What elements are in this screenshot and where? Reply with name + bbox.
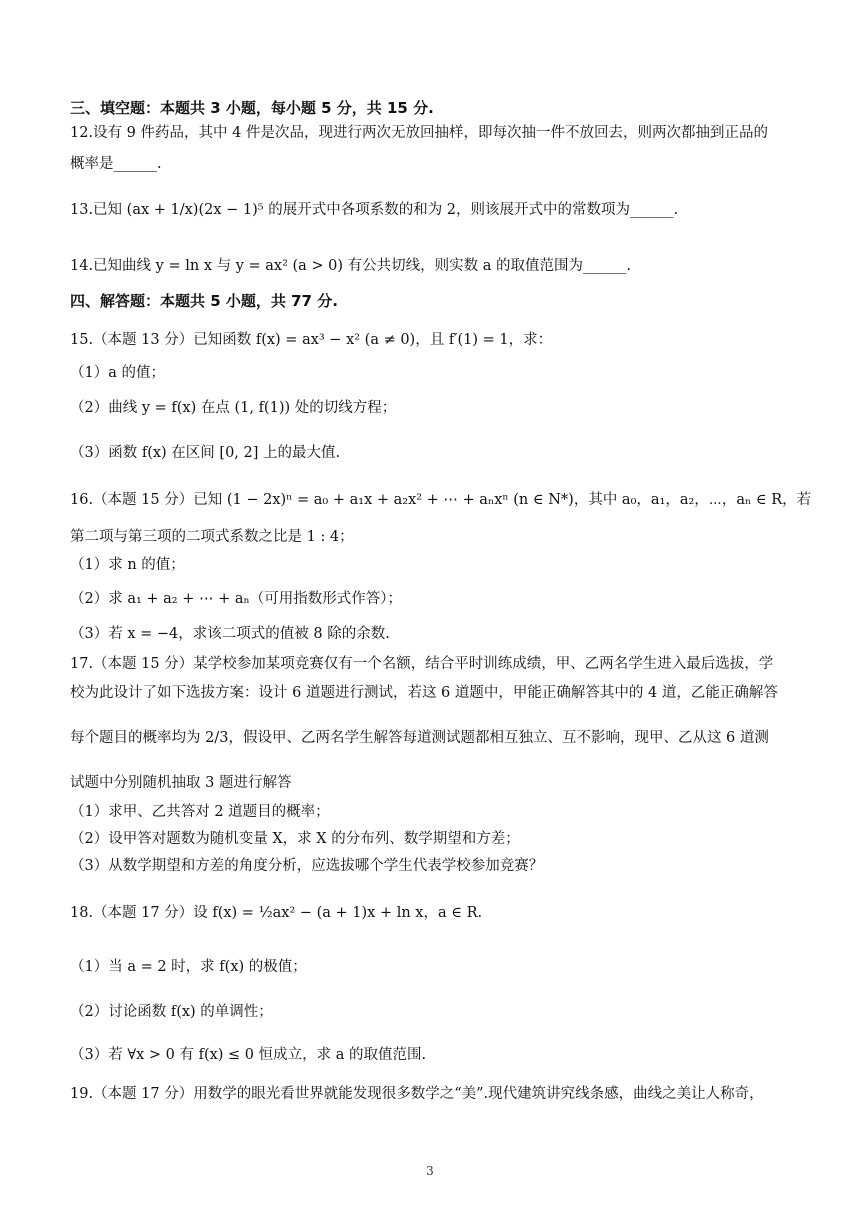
q17-stem-1: 17.（本题 15 分）某学校参加某项竞赛仅有一个名额，结合平时训练成绩，甲、乙两名学生进入最后选拔，学 bbox=[70, 656, 774, 672]
q14-text: 14.已知曲线 y = ln x 与 y = ax² (a > 0) 有公共切线，则实数 a 的取值范围为______. bbox=[70, 258, 632, 274]
q18-stem: 18.（本题 17 分）设 f(x) = ½ax² − (a + 1)x + ln x，a ∈ R. bbox=[70, 905, 483, 921]
q12-line-1: 12.设有 9 件药品，其中 4 件是次品，现进行两次无放回抽样，即每次抽一件不放回去，则两次都抽到正品的 bbox=[70, 125, 768, 141]
q16-part-2: （2）求 a₁ + a₂ + ⋯ + aₙ（可用指数形式作答）； bbox=[70, 591, 403, 607]
q17-part-3: （3）从数学期望和方差的角度分析，应选拔哪个学生代表学校参加竞赛？ bbox=[70, 858, 544, 874]
section-4-heading: 四、解答题：本题共 5 小题，共 77 分. bbox=[70, 292, 338, 310]
q15-part-1: （1）a 的值； bbox=[70, 365, 165, 381]
q16-part-1: （1）求 n 的值； bbox=[70, 557, 185, 573]
q17-part-1: （1）求甲、乙共答对 2 道题目的概率； bbox=[70, 804, 330, 820]
q18-part-1: （1）当 a = 2 时，求 f(x) 的极值； bbox=[70, 959, 307, 975]
page-number: 3 bbox=[426, 1164, 434, 1178]
q16-stem-2: 第二项与第三项的二项式系数之比是 1 : 4； bbox=[70, 529, 354, 545]
q17-stem-2: 校为此设计了如下选拔方案：设计 6 道题进行测试，若这 6 道题中，甲能正确解答其中的 4 道，乙能正确解答 bbox=[70, 685, 778, 701]
q13-text: 13.已知 (ax + 1/x)(2x − 1)⁵ 的展开式中各项系数的和为 2，则该展开式中的常数项为______. bbox=[70, 202, 679, 218]
q17-part-2: （2）设甲答对题数为随机变量 X，求 X 的分布列、数学期望和方差； bbox=[70, 831, 520, 847]
q18-part-3: （3）若 ∀x > 0 有 f(x) ≤ 0 恒成立，求 a 的取值范围. bbox=[70, 1047, 427, 1063]
q15-part-2: （2）曲线 y = f(x) 在点 (1, f(1)) 处的切线方程； bbox=[70, 400, 397, 416]
q19-stem-1: 19.（本题 17 分）用数学的眼光看世界就能发现很多数学之“美”.现代建筑讲究线条感，曲线之美让人称奇， bbox=[70, 1086, 764, 1102]
section-3-heading: 三、填空题：本题共 3 小题，每小题 5 分，共 15 分. bbox=[70, 99, 434, 117]
q18-part-2: （2）讨论函数 f(x) 的单调性； bbox=[70, 1004, 273, 1020]
q17-stem-3: 每个题目的概率均为 2/3，假设甲、乙两名学生解答每道测试题都相互独立、互不影响，现甲、乙从这 6 道测 bbox=[70, 730, 769, 746]
q16-part-3: （3）若 x = −4，求该二项式的值被 8 除的余数. bbox=[70, 626, 390, 642]
q17-stem-4: 试题中分别随机抽取 3 题进行解答 bbox=[70, 775, 292, 791]
q15-part-3: （3）函数 f(x) 在区间 [0, 2] 上的最大值. bbox=[70, 445, 341, 461]
q12-line-2: 概率是______. bbox=[70, 156, 162, 172]
q15-stem: 15.（本题 13 分）已知函数 f(x) = ax³ − x² (a ≠ 0)，且 f′(1) = 1，求： bbox=[70, 332, 553, 348]
q16-stem-1: 16.（本题 15 分）已知 (1 − 2x)ⁿ = a₀ + a₁x + a₂x² + ⋯ + aₙxⁿ (n ∈ N*)，其中 a₀，a₁，a₂，⋯，aₙ ∈ R，若 bbox=[70, 492, 812, 508]
